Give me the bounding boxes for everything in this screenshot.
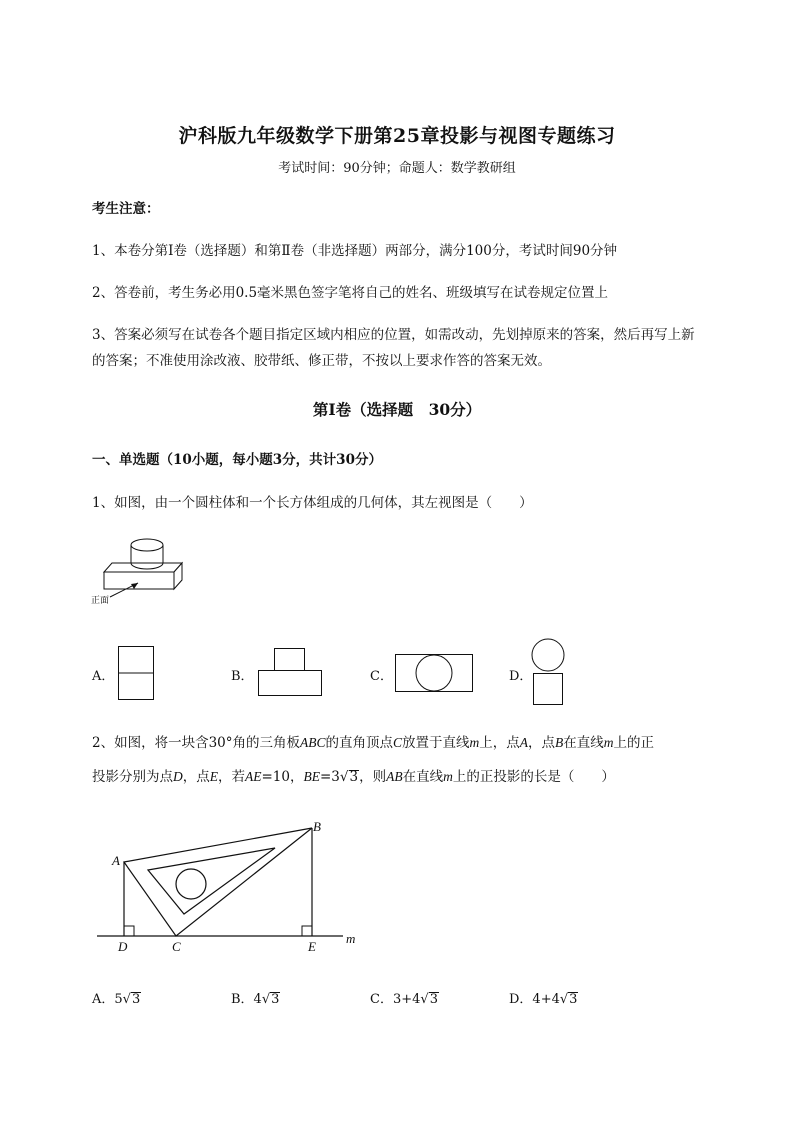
q2-label-d: D <box>118 939 128 954</box>
q1-option-b-label: B． <box>231 669 254 684</box>
q2-option-c: C．3+4√3 <box>370 992 438 1007</box>
q1-option-c-label: C． <box>370 669 393 684</box>
q1-option-d-figure <box>531 638 565 706</box>
note-item-3-cont: 的答案；不准使用涂改液、胶带纸、修正带，不按以上要求作答的答案无效。 <box>92 353 551 369</box>
q2-option-b: B．4√3 <box>231 992 280 1007</box>
q2-figure <box>95 818 365 958</box>
q1-option-c-figure <box>395 654 473 692</box>
q1-option-d-label: D． <box>509 669 533 684</box>
q2-option-a: A．5√3 <box>92 992 141 1007</box>
part-heading: 一、单选题（10小题，每小题3分，共计30分） <box>92 452 382 468</box>
q2-label-c: C <box>172 939 181 954</box>
q2-option-d: D．4+4√3 <box>509 992 578 1007</box>
sqrt-symbol: √3 <box>339 769 359 785</box>
page-title: 沪科版九年级数学下册第25章投影与视图专题练习 <box>178 125 616 147</box>
q2-label-m: m <box>346 931 356 946</box>
note-item-1: 1、本卷分第I卷（选择题）和第Ⅱ卷（非选择题）两部分，满分100分，考试时间90分钟 <box>92 243 618 259</box>
q2-label-a: A <box>112 853 120 868</box>
section-title: 第I卷（选择题 30分） <box>312 400 482 419</box>
q1-front-label: 正面 <box>91 596 110 606</box>
q1-option-a-figure <box>118 646 154 700</box>
exam-info: 考试时间：90分钟；命题人：数学教研组 <box>278 161 516 176</box>
q2-stem-line-1: 2、如图，将一块含30°角的三角板ABC的直角顶点C放置于直线m上，点A，点B在直线m上的正 <box>92 735 655 751</box>
q1-option-a-label: A． <box>92 669 115 684</box>
note-item-3: 3、答案必须写在试卷各个题目指定区域内相应的位置，如需改动，先划掉原来的答案，然后再写上新 <box>92 327 695 343</box>
q1-stem: 1、如图，由一个圆柱体和一个长方体组成的几何体，其左视图是（ ） <box>92 495 533 511</box>
q2-label-b: B <box>313 819 321 834</box>
q1-option-b-figure <box>258 648 322 696</box>
q2-label-e: E <box>308 939 316 954</box>
notes-heading: 考生注意： <box>92 201 160 217</box>
q2-stem-line-2: 投影分别为点D，点E，若AE=10，BE=3√3，则AB在直线m上的正投影的长是（ ） <box>92 764 772 790</box>
note-item-2: 2、答卷前，考生务必用0.5毫米黑色签字笔将自己的姓名、班级填写在试卷规定位置上 <box>92 285 609 301</box>
